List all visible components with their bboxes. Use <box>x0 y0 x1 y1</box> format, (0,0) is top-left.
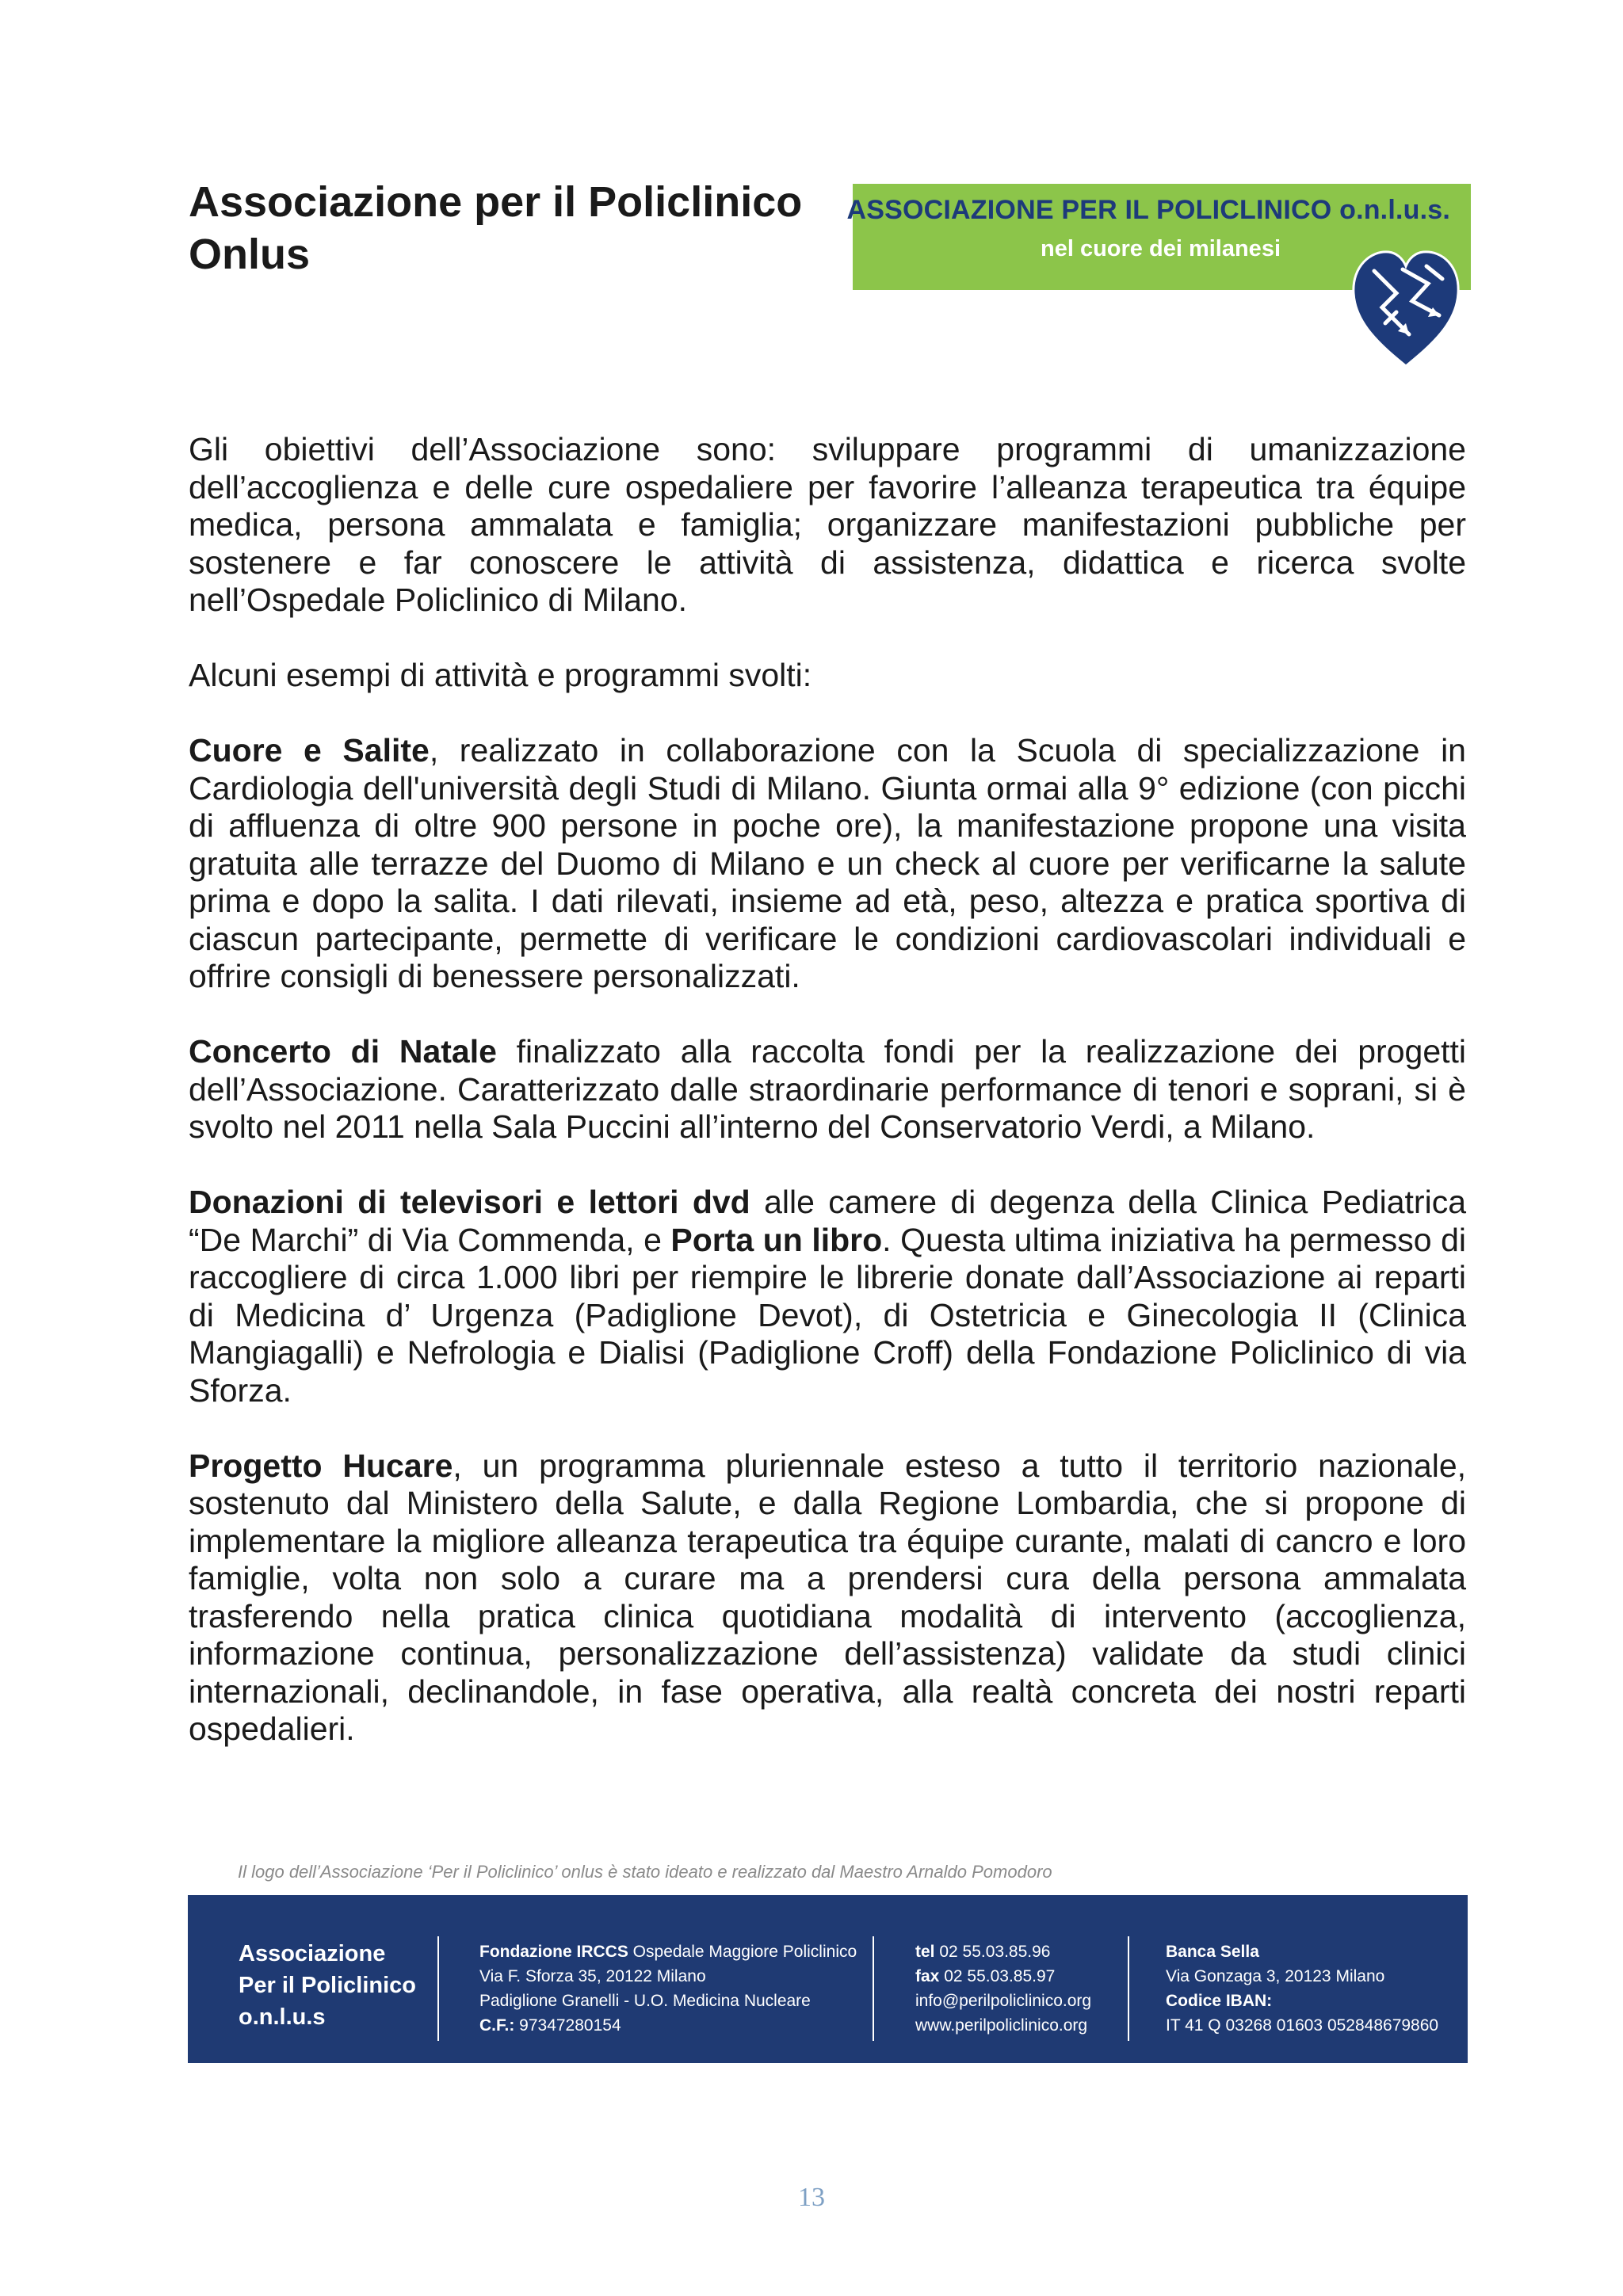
footer-tel-line <box>915 1939 1091 1964</box>
footer-contact-bar <box>188 1895 1468 2063</box>
footer-divider <box>1128 1936 1129 2041</box>
concerto-di-natale-text: finalizzato alla raccolta fondi per la realizzazione dei progetti dell’Associazione. Caratterizzato dalle straordinarie performance di tenori e soprani, si è svolto nel 2011 nella Sala Puccini all’interno del Conservatorio Verdi, a Milano. <box>189 1033 1467 1145</box>
footer-bank <box>1166 1939 1438 2038</box>
footer-fax-label: fax <box>915 1967 940 1985</box>
footer-cf-label: C.F.: <box>479 2016 515 2035</box>
donazioni-title: Donazioni di televisori e lettori dvd <box>189 1184 750 1220</box>
donazioni-text-2: . Questa ultima iniziativa ha permesso di raccogliere di circa 1.000 libri per riempire le librerie donate dall’Associazione ai reparti di Medicina d’ Urgenza (Padiglione Devot), di Ostetricia e Ginecologia II (Clinica Mangiagalli) e Nefrologia e Dialisi (Padiglione Croff) della Fondazione Policlinico di via Sforza. <box>189 1221 1467 1409</box>
footer-brand-line-2: Per il Policlinico <box>239 1973 417 1998</box>
footer-brand-line-1: Associazione <box>239 1941 386 1966</box>
footer-org-bold: Fondazione IRCCS <box>479 1943 628 1961</box>
logo-name: ASSOCIAZIONE PER IL POLICLINICO o.n.l.u.s. <box>846 195 1450 225</box>
logo-credit: Il logo dell’Associazione ‘Per il Policlinico’ onlus è stato ideato e realizzato dal Maestro Arnaldo Pomodoro <box>238 1862 1052 1882</box>
body-text <box>189 431 1466 1786</box>
donazioni-paragraph <box>189 1184 1466 1409</box>
footer-bank-name: Banca Sella <box>1166 1943 1259 1961</box>
footer-org-rest: Ospedale Maggiore Policlinico <box>628 1943 857 1961</box>
porta-un-libro-title: Porta un libro <box>670 1221 883 1258</box>
footer-tel-label: tel <box>915 1943 935 1961</box>
progetto-hucare-paragraph <box>189 1447 1466 1749</box>
footer-divider <box>437 1936 439 2041</box>
page-title <box>189 176 854 280</box>
footer-brand <box>239 1938 416 2033</box>
cuore-e-salite-paragraph <box>189 732 1466 996</box>
footer-org-line <box>479 1939 857 1964</box>
footer-fax-value: 02 55.03.85.97 <box>939 1967 1056 1985</box>
pomodoro-heart-emblem-icon <box>1350 235 1461 368</box>
footer-email: info@perilpoliclinico.org <box>915 1992 1092 2010</box>
footer-street: Via F. Sforza 35, 20122 Milano <box>479 1967 706 1985</box>
cuore-e-salite-text: , realizzato in collaborazione con la Scuola di specializzazione in Cardiologia dell'università degli Studi di Milano. Giunta ormai alla 9° edizione (con picchi di affluenza di oltre 900 persone in poche ore), la manifestazione propone una visita gratuita alle terrazze del Duomo di Milano e un check al cuore per verificarne la salute prima e dopo la salita. I dati rilevati, insieme ad età, peso, altezza e pratica sportiva di ciascun partecipante, permette di verificare le condizioni cardiovascolari individuali e offrire consigli di benessere personalizzati. <box>189 732 1466 994</box>
page-title-line-1: Associazione per il Policlinico <box>189 178 803 226</box>
examples-heading: Alcuni esempi di attività e programmi svolti: <box>189 657 812 693</box>
page-number: 13 <box>798 2183 825 2212</box>
footer-iban-label: Codice IBAN: <box>1166 1992 1273 2010</box>
footer-iban: IT 41 Q 03268 01603 052848679860 <box>1166 2016 1439 2035</box>
cuore-e-salite-title: Cuore e Salite <box>189 732 430 769</box>
footer-cf-line <box>479 2013 857 2038</box>
footer-website: www.perilpoliclinico.org <box>915 2016 1088 2035</box>
footer-divider <box>873 1936 874 2041</box>
footer-tel-value: 02 55.03.85.96 <box>934 1943 1051 1961</box>
footer-fax-line <box>915 1964 1091 1989</box>
footer-contacts <box>915 1939 1091 2038</box>
footer-cf-value: 97347280154 <box>514 2016 621 2035</box>
progetto-hucare-text: , un programma pluriennale esteso a tutto il territorio nazionale, sostenuto dal Ministero della Salute, e dalla Regione Lombardia, che si propone di implementare la migliore alleanza terapeutica tra équipe curante, malati di cancro e loro famiglie, volta non solo a curare ma a prendersi cura della persona ammalata trasferendo nella pratica clinica quotidiana modalità di intervento (accoglienza, informazione continua, personalizzazione dell’assistenza) validate da studi clinici internazionali, declinandole, in fase operativa, alla realtà concreta dei nostri reparti ospedalieri. <box>189 1447 1467 1747</box>
footer-brand-line-3: o.n.l.u.s <box>239 2004 326 2030</box>
page-title-line-2: Onlus <box>189 231 311 278</box>
logo-tagline: nel cuore dei milanesi <box>1041 236 1281 261</box>
concerto-di-natale-title: Concerto di Natale <box>189 1033 497 1070</box>
footer-address <box>479 1939 857 2038</box>
footer-pavilion: Padiglione Granelli - U.O. Medicina Nucleare <box>479 1992 811 2010</box>
footer-bank-address: Via Gonzaga 3, 20123 Milano <box>1166 1967 1385 1985</box>
intro-paragraph: Gli obiettivi dell’Associazione sono: sviluppare programmi di umanizzazione dell’accoglienza e delle cure ospedaliere per favorire l’alleanza terapeutica tra équipe medica, persona ammalata e famiglia; organizzare manifestazioni pubbliche per sostenere e far conoscere le attività di assistenza, didattica e ricerca svolte nell’Ospedale Policlinico di Milano. <box>189 431 1466 618</box>
concerto-di-natale-paragraph <box>189 1033 1466 1146</box>
donazioni-text-1: alle camere di degenza della Clinica Pediatrica “De Marchi” di Via Commenda, e <box>189 1184 1466 1258</box>
progetto-hucare-title: Progetto Hucare <box>189 1447 453 1484</box>
